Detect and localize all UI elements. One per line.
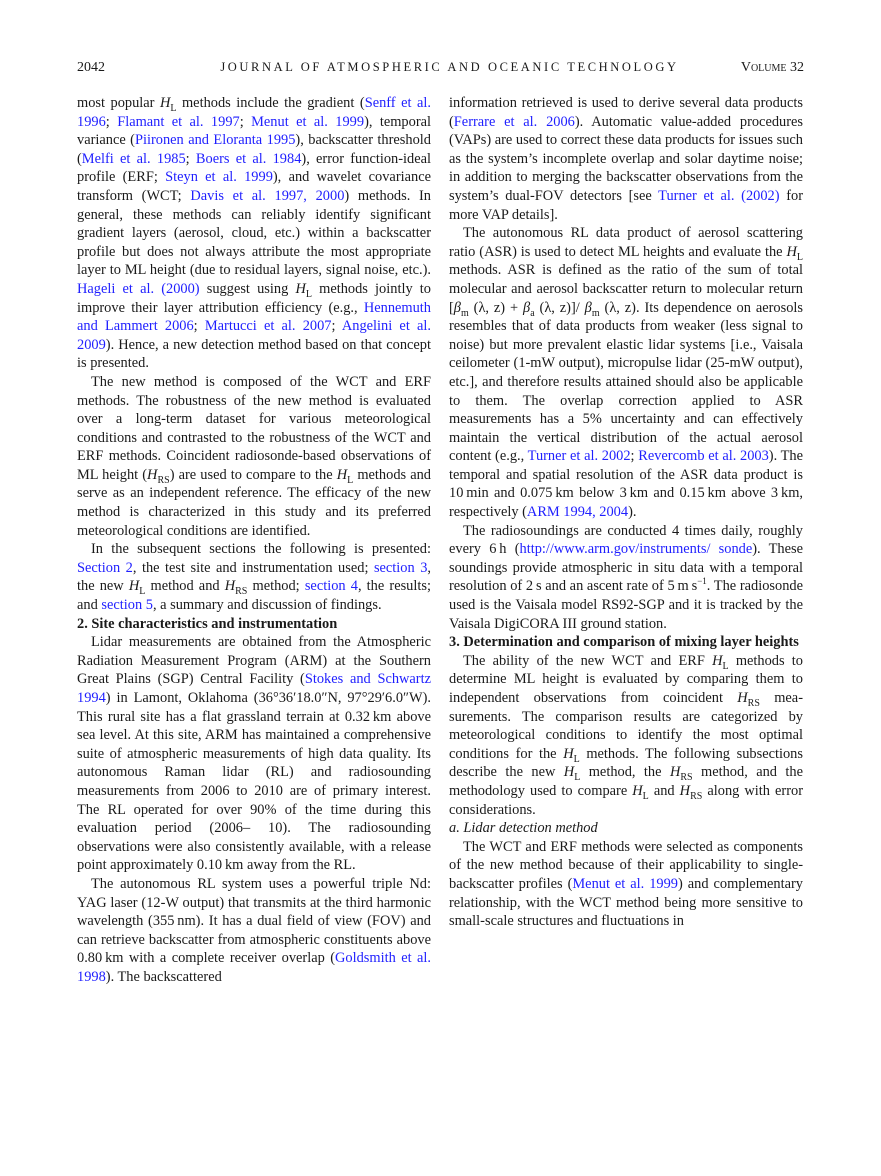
volume-label: Volume 32 (740, 60, 804, 75)
symbol-hrs: $H_{RS}$ (679, 782, 703, 802)
citation-link[interactable]: Martucci et al. 2007 (204, 318, 332, 335)
section-2-heading: 2. Site characteristics and instrumentation (77, 615, 338, 632)
citation-link[interactable]: Revercomb et al. 2003 (638, 448, 769, 465)
symbol-hl: $H_L$ (159, 95, 177, 114)
journal-title: JOURNAL OF ATMOSPHERIC AND OCEANIC TECHNOLOGY (220, 60, 679, 74)
left-column (77, 94, 431, 987)
citation-link[interactable]: Senff et al. 1996 (77, 95, 431, 130)
symbol-hl: $H_L$ (786, 243, 803, 263)
paragraph-radiosoundings: The radiosoundings are conducted 4 times daily, roughly every 6 h (http://www.arm.gov/instruments/ sonde). These soundings provide atmospheric in situ data with a temporal resolution of 2 s and an ascent rate of 5 m $s^{-1}$. The radiosonde used is the Vaisala model RS92-SGP and it is tracked by the Vaisala DigiCORA III ground station. (449, 522, 803, 632)
citation-link[interactable]: Davis et al. 1997, 2000 (190, 187, 345, 204)
symbol-hl: $H_L$ (563, 764, 581, 784)
citation-link[interactable]: Turner et al. 2002 (527, 448, 631, 465)
symbol-hrs: $H_{RS}$ (737, 690, 760, 709)
page-number: 2042 (77, 60, 105, 75)
arm-sonde-url-link[interactable]: http://www.arm.gov/instruments/ sonde (519, 541, 753, 558)
paragraph-ability: The ability of the new WCT and ERF $H_L$ methods to determine ML height is evaluated by comparing them to independent observations from coincident $H_{RS}$ measurements. The comparison results are categorized by meteorological conditions to identify the most optimal conditions for the $H_L$ methods. The following subsections describe the new $H_L$ method, the $H_{RS}$ method, and the methodology used to compare $H_L$ and $H_{RS}$ along with error considerations. (449, 652, 804, 818)
paragraph-lidar-measurements: Lidar measurements are obtained from the Atmospheric Radiation Measurement Program (ARM) at the Southern Great Plains (SGP) Central Facility (Stokes and Schwartz 1994) in Lamont, Oklahoma (36°36′18.0″N, 97°29′6.0″W). This rural site has a flat grassland terrain at 0.32 km above sea level. At this site, ARM has maintained a comprehensive suite of atmospheric measurements of high data quality. Its autonomous Raman lidar (RL) and radiosounding measurements from 2006 to 2010 are of primary interest. The RL operated for over 90% of the time during this evaluation period (2006– 10). The radiosounding observations were also consistently available, with a release point approximately 0.10 km away from the RL. (77, 634, 431, 874)
citation-link[interactable]: Stokes and Schwartz 1994 (77, 671, 431, 706)
paragraph-outline: In the subsequent sections the following is presented: Section 2, the test site and instrumentation used; section 3, the new $H_L$ method and $H_{RS}$ method; section 4, the results; and section 5, a summary and discussion of findings. (77, 541, 431, 614)
symbol-hl: $H_L$ (563, 745, 580, 765)
citation-link[interactable]: Steyn et al. 1999 (165, 169, 273, 186)
paragraph-asr: The autonomous RL data product of aerosol scattering ratio (ASR) is used to detect ML heights and evaluate the $H_L$ methods. ASR is defined as the ratio of the sum of total molecular and aerosol backscatter return to molecular return [$\beta_m$ (λ, $z) + \beta_a$ (λ, z)]/ $\beta_m$ (λ, z). Its dependence on aerosols resembles that of data products from weaker (less signal to noise) but more prevalent elastic lidar systems [i.e., Vaisala ceilometer (1-mW output), micropulse lidar (25-mW output), etc.], and therefore results attained should also be applicable to them. The overlap correction applied to ASR measurements has a 5% uncertainty and can effectively maintain the vertical distribution of the actual aerosol content (e.g., Turner et al. 2002; Revercomb et al. 2003). The temporal and spatial resolution of the ASR data product is 10 min and 0.075 km below 3 km and 0.15 km above 3 km, respectively (ARM 1994, 2004). (449, 225, 803, 521)
paragraph-wct-erf: The WCT and ERF methods were selected as components of the new method because of their applicability to single-backscatter profiles (Menut et al. 1999) and complementary relationship, with the WCT method being more sensitive to small-scale structures and fluctuations in (449, 838, 803, 930)
symbol-hrs: $H_{RS}$ (669, 764, 693, 784)
section-4-link[interactable]: section 4 (304, 578, 358, 595)
citation-link[interactable]: Boers et al. 1984 (195, 150, 302, 167)
citation-link[interactable]: Hageli et al. (2000) (77, 280, 200, 297)
right-column (449, 94, 803, 931)
symbol-hl: $H_L$ (128, 578, 146, 598)
equation-asr: $\beta_m$ (λ, $z) + \beta_a$ (λ, z)]/ $\beta_m$ (λ, z) (453, 299, 636, 319)
citation-link[interactable]: Hennemuth and Lammert 2006 (77, 299, 431, 335)
paragraph-hl-methods: most popular $H_L$ methods include the gradient (Senff et al. 1996; Flamant et al. 1997; Menut et al. 1999), temporal variance (Piironen and Eloranta 1995), backscatter threshold (Melfi et al. 1985; Boers et al. 1984), error function-ideal profile (ERF; Steyn et al. 1999), and wavelet covariance transform (WCT; Davis et al. 1997, 2000) methods. In general, these methods can reliably identify significant gradient layers (aerosol, cloud, etc.) within a backscatter profile but does not always attribute the most appropriate layer to ML height (due to residual layers, signal noise, etc.). Hageli et al. (2000) suggest using $H_L$ methods jointly to improve their layer attribution efficiency (e.g., Hennemuth and Lammert 2006; Martucci et al. 2007; Angelini et al. 2009). Hence, a new detection method based on that concept is presented. (77, 95, 432, 372)
paragraph-data-products: information retrieved is used to derive several data products (Ferrare et al. 2006). Automatic value-added procedures (VAPs) are used to correct these data products for issues such as the system’s incomplete overlap and solar daytime noise; in addition to merging the backscatter observations from the system’s dual-FOV detectors [see Turner et al. (2002) for more VAP details]. (449, 95, 803, 223)
citation-link[interactable]: Turner et al. (2002) (658, 187, 780, 204)
running-header (77, 60, 804, 80)
symbol-hl: $H_L$ (295, 280, 312, 300)
symbol-hl: $H_L$ (632, 782, 649, 802)
section-2-link[interactable]: Section 2 (77, 559, 133, 576)
citation-link[interactable]: ARM 1994, 2004 (526, 504, 629, 521)
symbol-hrs: $H_{RS}$ (147, 466, 170, 486)
section-3-heading: 3. Determination and comparison of mixing layer heights (449, 634, 799, 651)
subsection-a-heading: a. Lidar detection method (449, 820, 598, 837)
citation-link[interactable]: Piironen and Eloranta 1995 (134, 132, 296, 149)
section-5-link[interactable]: section 5 (101, 597, 153, 614)
citation-link[interactable]: Angelini et al. 2009 (77, 318, 431, 353)
paragraph-rl-system: The autonomous RL system uses a powerful triple Nd: YAG laser (12-W output) that transmits at the third harmonic wavelength (355 nm). It has a dual field of view (FOV) and can retrieve backscatter from atmospheric constituents above 0.80 km with a complete receiver overlap (Goldsmith et al. 1998). The backscattered (77, 875, 431, 985)
symbol-hl: $H_L$ (336, 466, 354, 486)
citation-link[interactable]: Melfi et al. 1985 (81, 150, 186, 167)
citation-link[interactable]: Flamant et al. 1997 (117, 113, 240, 130)
citation-link[interactable]: Ferrare et al. 2006 (453, 113, 575, 130)
citation-link[interactable]: Goldsmith et al. 1998 (77, 950, 431, 985)
symbol-hl: $H_L$ (712, 652, 729, 672)
symbol-hrs: $H_{RS}$ (224, 578, 248, 598)
citation-link[interactable]: Menut et al. 1999 (572, 875, 678, 892)
citation-link[interactable]: Menut et al. 1999 (251, 113, 365, 130)
section-3-link[interactable]: section 3 (373, 559, 428, 576)
paragraph-new-method: The new method is composed of the WCT and ERF methods. The robustness of the new method is evaluated over a long-term dataset for various meteorological conditions and contrasted to the robustness of the WCT and ERF methods. Coincident radiosonde-based observations of ML height $(H_{RS})$ are used to compare to the $H_L$ methods and serve as an independent reference. The efficacy of the new method is characterized in this study and its preferred meteorological conditions are identified. (77, 373, 431, 539)
